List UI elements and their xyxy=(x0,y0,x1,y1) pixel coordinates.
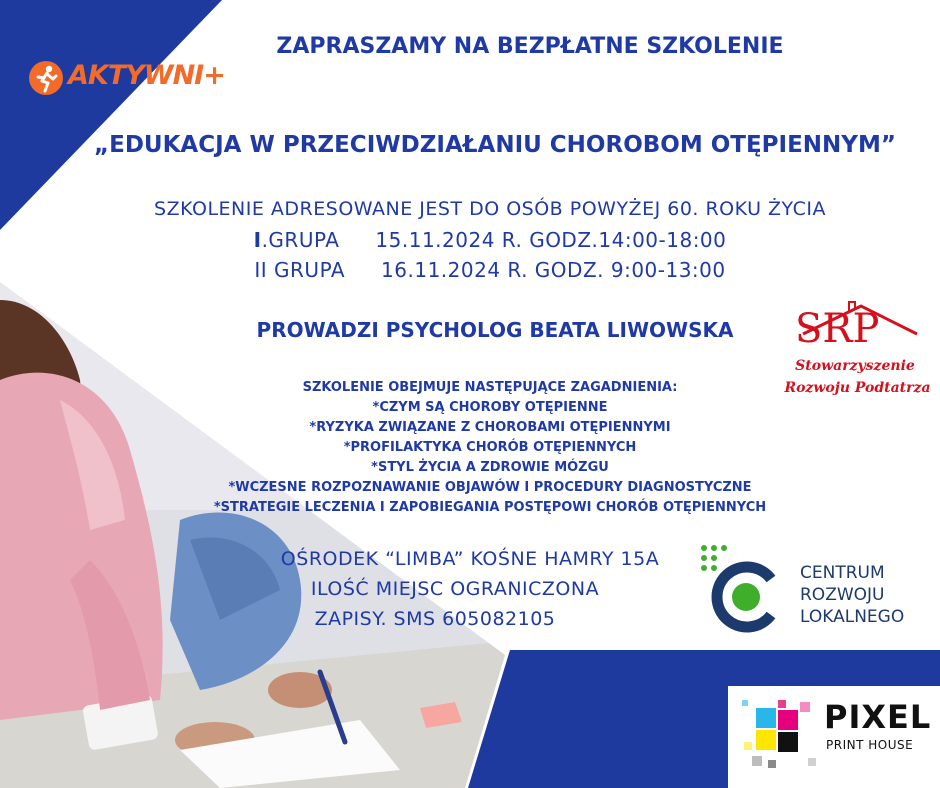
crl-logo xyxy=(698,540,938,640)
crl-line-3: LOKALNEGO xyxy=(800,607,905,627)
topics-block xyxy=(190,378,790,518)
srp-line-1: Stowarzyszenie xyxy=(795,358,915,374)
crl-line-2: ROZWOJU xyxy=(800,585,885,605)
srp-logo xyxy=(775,300,940,410)
venue-location: OŚRODEK “LIMBA” KOŚNE HAMRY 15A xyxy=(280,548,660,570)
crl-ring-icon xyxy=(698,540,788,636)
srp-line-2: Rozwoju Podtatrza xyxy=(784,380,931,396)
venue-places: ILOŚĆ MIEJSC OGRANICZONA xyxy=(310,578,600,600)
aktywni-logo-text: AKTYWNI+ xyxy=(68,60,225,91)
topic-item: *STYL ŻYCIA A ZDROWIE MÓZGU xyxy=(371,460,609,475)
topic-item: *RYZYKA ZWIĄZANE Z CHOROBAMI OTĘPIENNYMI xyxy=(309,420,671,435)
group-1-row xyxy=(150,228,830,252)
group-1-prefix: I xyxy=(253,228,262,252)
audience-line: SZKOLENIE ADRESOWANE JEST DO OSÓB POWYŻEJ 60. ROKU ŻYCIA xyxy=(154,198,826,220)
group-1-date: 15.11.2024 R. GODZ.14:00-18:00 xyxy=(375,228,727,252)
topic-item: *WCZESNE ROZPOZNAWANIE OBJAWÓW I PROCEDURY DIAGNOSTYCZNE xyxy=(228,480,752,495)
running-figure-icon xyxy=(28,60,64,96)
crl-text xyxy=(800,562,904,628)
venue-signup: ZAPISY. SMS 605082105 xyxy=(314,608,556,630)
group-2-row xyxy=(150,258,830,282)
topic-item: *CZYM SĄ CHOROBY OTĘPIENNE xyxy=(372,400,608,415)
training-title: „EDUKACJA W PRZECIWDZIAŁANIU CHOROBOM OTĘPIENNYM” xyxy=(94,132,896,158)
pixel-line-1: PIXEL xyxy=(824,698,932,736)
srp-mark: SRP xyxy=(795,306,880,352)
group-2-name: II GRUPA xyxy=(254,258,346,282)
photo-people-writing xyxy=(0,280,520,788)
group-2-date: 16.11.2024 R. GODZ. 9:00-13:00 xyxy=(381,258,726,282)
group-1-name: .GRUPA xyxy=(261,228,340,252)
pixel-print-house-logo xyxy=(728,686,940,788)
topic-item: *PROFILAKTYKA CHORÓB OTĘPIENNYCH xyxy=(343,440,637,455)
crl-line-1: CENTRUM xyxy=(800,563,885,583)
pixel-line-2: PRINT HOUSE xyxy=(826,738,914,752)
topics-heading: SZKOLENIE OBEJMUJE NASTĘPUJĄCE ZAGADNIENIA: xyxy=(302,380,678,395)
pixel-squares-icon xyxy=(734,690,830,786)
lecturer-line: PROWADZI PSYCHOLOG BEATA LIWOWSKA xyxy=(256,318,734,342)
headline: ZAPRASZAMY NA BEZPŁATNE SZKOLENIE xyxy=(276,34,784,59)
aktywni-logo xyxy=(28,58,248,98)
topic-item: *STRATEGIE LECZENIA I ZAPOBIEGANIA POSTĘPOWI CHORÓB OTĘPIENNYCH xyxy=(213,500,767,515)
